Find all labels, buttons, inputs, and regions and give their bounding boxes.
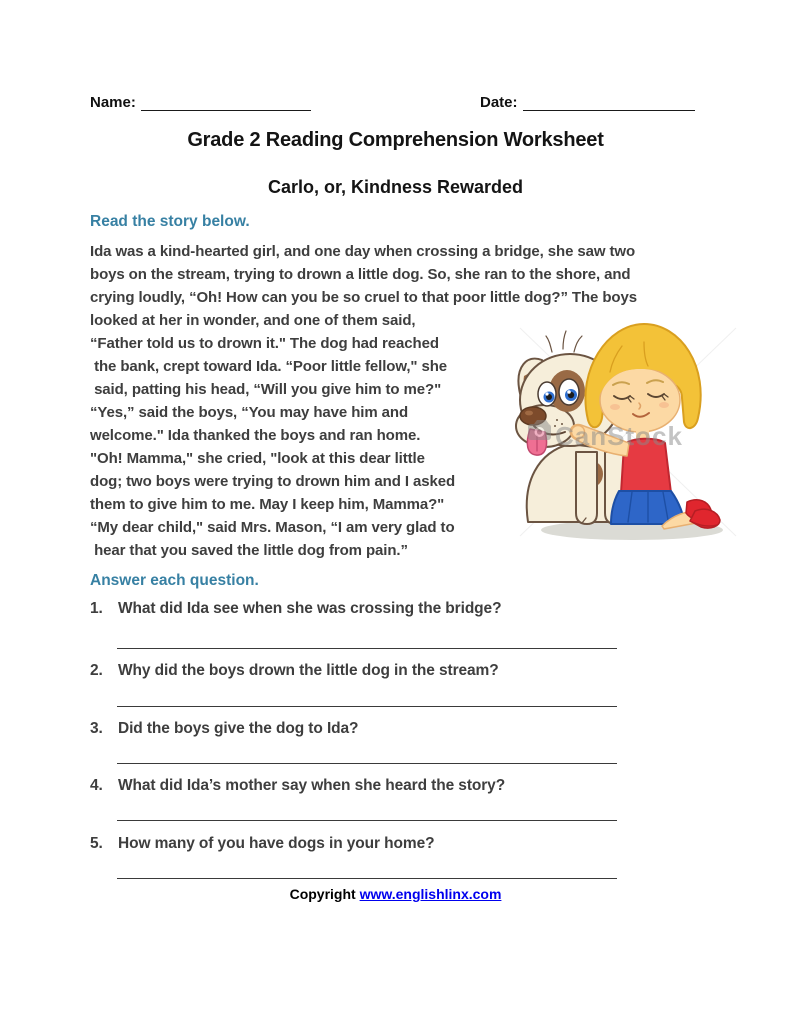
story-line: said, patting his head, “Will you give him to me?" [90, 381, 442, 398]
story-line: hear that you saved the little dog from pain.” [90, 542, 408, 559]
question-item-3 [90, 720, 358, 738]
question-item-2 [90, 662, 499, 680]
answer-questions-heading: Answer each question. [90, 572, 259, 589]
copyright-label: Copyright [289, 886, 356, 902]
svg-text:CanStock: CanStock [555, 421, 683, 451]
story-line: the bank, crept toward Ida. “Poor little fellow," she [90, 358, 448, 375]
date-label: Date: [480, 94, 518, 111]
story-line: “Father told us to drown it." The dog had reached [90, 335, 439, 352]
question-text: Did the boys give the dog to Ida? [118, 720, 359, 737]
story-line: welcome." Ida thanked the boys and ran home. [90, 427, 421, 444]
question-number: 2. [90, 662, 103, 679]
story-line: dog; two boys were trying to drown him and I asked [90, 473, 456, 490]
answer-blank-line-5[interactable] [117, 878, 617, 879]
story-line: “My dear child," said Mrs. Mason, “I am very glad to [90, 519, 455, 536]
question-number: 4. [90, 777, 103, 794]
name-blank-line[interactable] [141, 95, 311, 111]
question-text: What did Ida see when she was crossing the bridge? [118, 600, 502, 617]
answer-blank-line-4[interactable] [117, 820, 617, 821]
date-field-group [480, 94, 695, 111]
story-line: "Oh! Mamma," she cried, "look at this dear little [90, 450, 425, 467]
question-item-4 [90, 777, 505, 795]
story-illustration [512, 314, 742, 548]
copyright-footer [0, 886, 791, 902]
answer-blank-line-3[interactable] [117, 763, 617, 764]
question-item-5 [90, 835, 434, 853]
question-text: Why did the boys drown the little dog in the stream? [118, 662, 499, 679]
answer-blank-line-1[interactable] [117, 648, 617, 649]
date-blank-line[interactable] [523, 95, 695, 111]
story-line: them to give him to me. May I keep him, Mamma?" [90, 496, 445, 513]
story-line: looked at her in wonder, and one of them said, [90, 312, 416, 329]
question-text: How many of you have dogs in your home? [118, 835, 435, 852]
read-story-heading: Read the story below. [90, 213, 250, 230]
story-line: crying loudly, “Oh! How can you be so cruel to that poor little dog?” The boys [90, 289, 637, 306]
worksheet-title: Grade 2 Reading Comprehension Worksheet [187, 129, 604, 151]
answer-blank-line-2[interactable] [117, 706, 617, 707]
name-field-group [90, 94, 311, 111]
story-line: boys on the stream, trying to drown a little dog. So, she ran to the shore, and [90, 266, 631, 283]
question-text: What did Ida’s mother say when she heard the story? [118, 777, 506, 794]
question-number: 3. [90, 720, 103, 737]
question-item-1 [90, 600, 501, 618]
name-label: Name: [90, 94, 136, 111]
question-number: 5. [90, 835, 103, 852]
girl-hugging-dog-image [512, 314, 742, 548]
englishlinx-link[interactable]: www.englishlinx.com [359, 886, 502, 902]
story-title: Carlo, or, Kindness Rewarded [267, 177, 524, 197]
story-line: “Yes,” said the boys, “You may have him and [90, 404, 409, 421]
question-number: 1. [90, 600, 103, 617]
story-line: Ida was a kind-hearted girl, and one day when crossing a bridge, she saw two [90, 243, 636, 260]
